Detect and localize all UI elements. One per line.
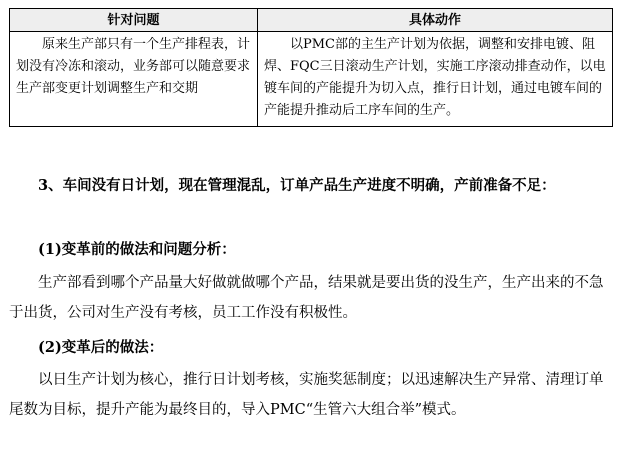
subsection-2-body-block bbox=[9, 365, 613, 425]
subsection-1-title-block bbox=[9, 235, 613, 265]
header-problem: 针对问题 bbox=[10, 9, 258, 32]
section-3-heading: 3、车间没有日计划，现在管理混乱，订单产品生产进度不明确，产前准备不足： bbox=[38, 177, 556, 194]
subsection-1-body: 生产部看到哪个产品量大好做就做哪个产品，结果就是要出货的没生产，生产出来的不急于出货，公司对生产没有考核，员工工作没有积极性。 bbox=[9, 275, 604, 321]
section-3-heading-block bbox=[9, 171, 613, 201]
subsection-1-body-block bbox=[9, 268, 613, 328]
problem-text: 原来生产部只有一个生产排程表，计划没有冷冻和滚动，业务部可以随意要求生产部变更计划调整生产和交期 bbox=[16, 37, 251, 96]
subsection-2-title-block bbox=[9, 333, 613, 363]
action-text: 以PMC部的主生产计划为依据，调整和安排电镀、阻焊、FQC三日滚动生产计划，实施工序滚动排查动作，以电镀车间的产能提升为切入点，推行日计划，通过电镀车间的产能提升推动后工序车间的生产。 bbox=[264, 37, 606, 118]
cell-problem bbox=[10, 32, 258, 127]
header-action: 具体动作 bbox=[258, 9, 613, 32]
problem-action-table bbox=[9, 8, 613, 127]
subsection-1-title: (1)变革前的做法和问题分析： bbox=[38, 241, 236, 258]
table-header-row bbox=[10, 9, 613, 32]
subsection-2-title: (2)变革后的做法： bbox=[38, 339, 164, 356]
table-row bbox=[10, 32, 613, 127]
cell-action bbox=[258, 32, 613, 127]
subsection-2-body: 以日生产计划为核心，推行日计划考核，实施奖惩制度；以迅速解决生产异常、清理订单尾数为目标，提升产能为最终目的，导入PMC“生管六大组合举”模式。 bbox=[9, 372, 604, 418]
